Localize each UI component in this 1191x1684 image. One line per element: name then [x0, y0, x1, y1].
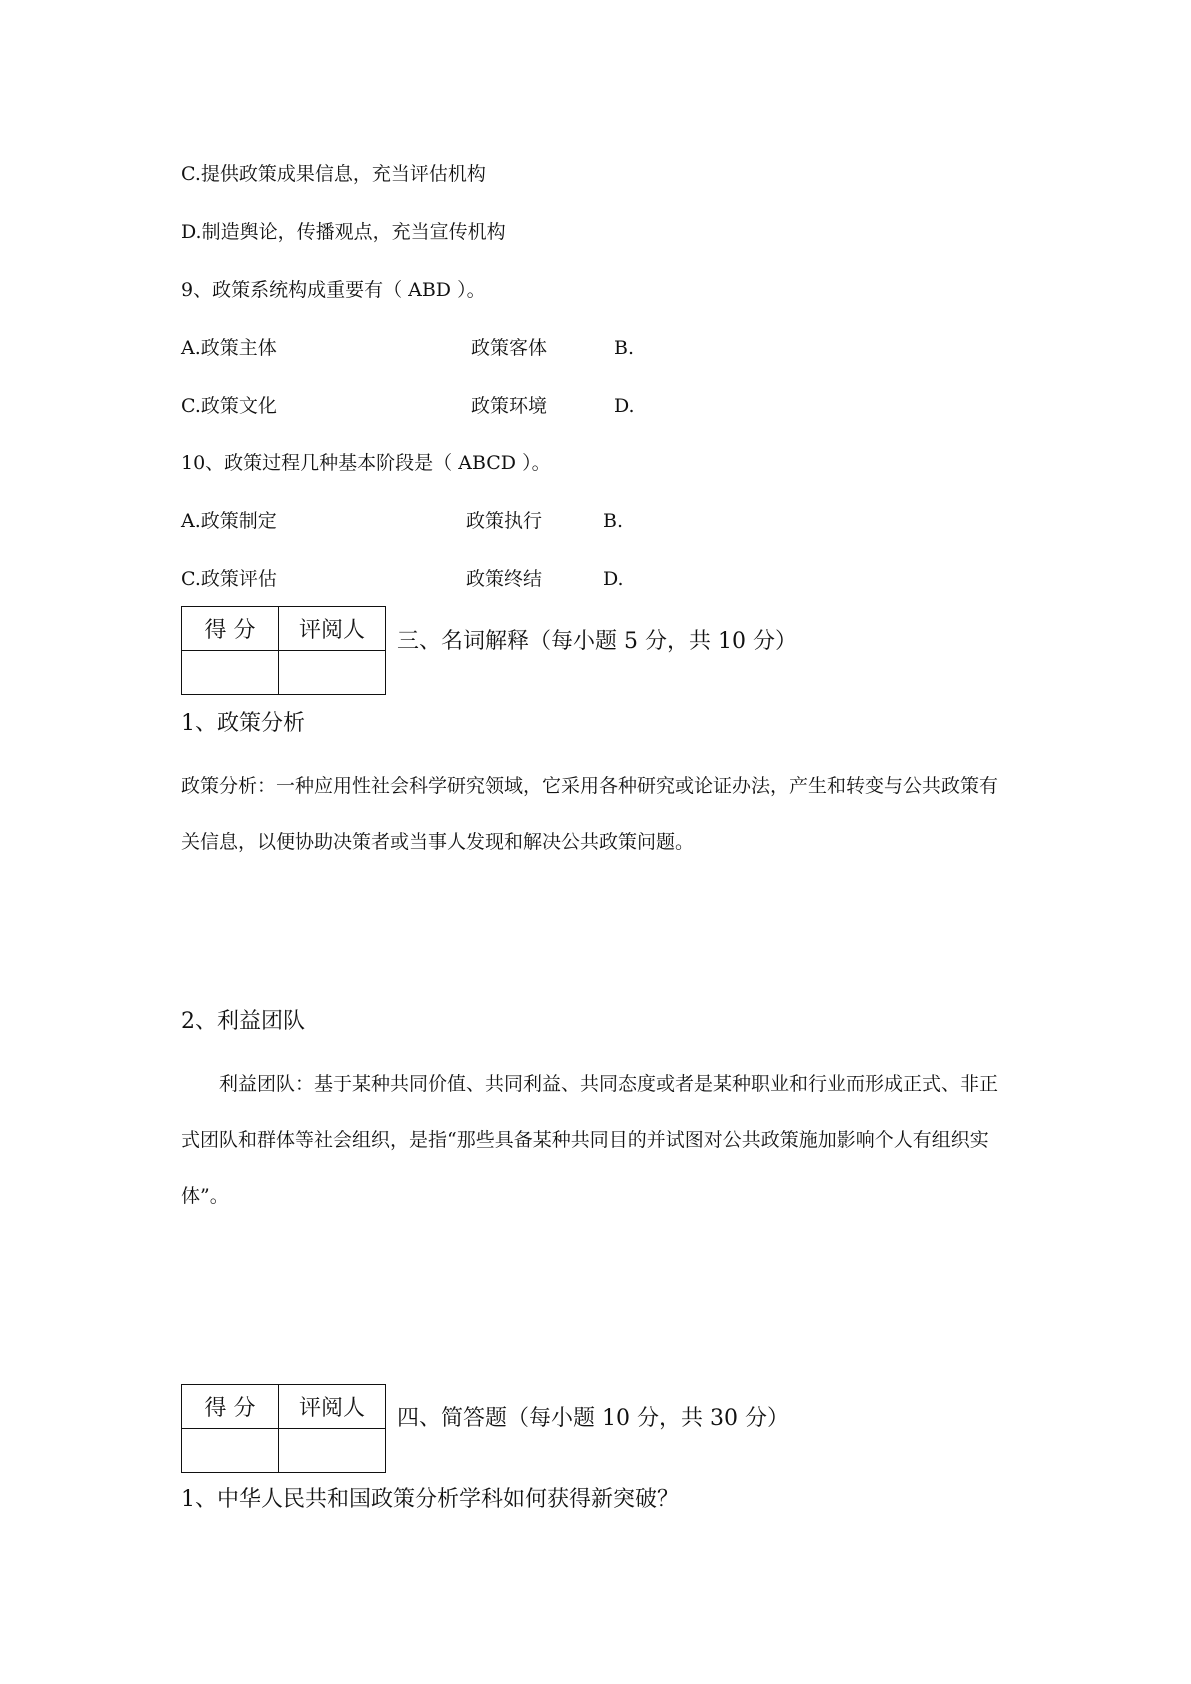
reviewer-label: 评阅人	[279, 607, 386, 651]
q10-row2-mid: 政策终结	[466, 568, 543, 590]
section4-title: 四、简答题（每小题 10 分，共 30 分）	[397, 1406, 789, 1431]
q9-row1-right: B.	[614, 337, 635, 359]
section3-item2-body: 利益团队：基于某种共同价值、共同利益、共同态度或者是某种职业和行业而形成正式、非正式团队和群体等社会组织，是指“那些具备某种共同目的并试图对公共政策施加影响个人有组织实体”。	[181, 1073, 999, 1207]
q9-row2-left: C.政策文化	[181, 395, 277, 417]
q9-stem: 9、政策系统构成重要有（ ABD ）。	[181, 279, 486, 301]
q10-row1-mid: 政策执行	[466, 510, 543, 532]
section3-title: 三、名词解释（每小题 5 分，共 10 分）	[397, 629, 797, 654]
reviewer-cell[interactable]	[279, 1429, 386, 1473]
score-cell[interactable]	[182, 1429, 279, 1473]
score-table-section4	[181, 1384, 386, 1473]
q10-stem: 10、政策过程几种基本阶段是（ ABCD ）。	[181, 452, 551, 474]
q9-row1-mid: 政策客体	[471, 337, 548, 359]
q9-row2-mid: 政策环境	[471, 395, 548, 417]
q8-option-c: C.提供政策成果信息，充当评估机构	[181, 163, 486, 185]
reviewer-label: 评阅人	[279, 1385, 386, 1429]
section4-item1-title: 1、中华人民共和国政策分析学科如何获得新突破？	[181, 1487, 679, 1512]
section3-item1-title: 1、政策分析	[181, 711, 305, 736]
section3-item2-title: 2、利益团队	[181, 1009, 305, 1034]
q10-row1-right: B.	[603, 510, 624, 532]
section3-item1-body: 政策分析：一种应用性社会科学研究领域，它采用各种研究或论证办法，产生和转变与公共政策有关信息，以便协助决策者或当事人发现和解决公共政策问题。	[181, 775, 999, 853]
score-table-section3	[181, 606, 386, 695]
q10-row2-right: D.	[603, 568, 624, 590]
reviewer-cell[interactable]	[279, 651, 386, 695]
q8-option-d: D.制造舆论，传播观点，充当宣传机构	[181, 221, 506, 243]
q10-row1-left: A.政策制定	[181, 510, 277, 532]
q9-row1-left: A.政策主体	[181, 337, 277, 359]
score-label: 得 分	[182, 607, 279, 651]
score-label: 得 分	[182, 1385, 279, 1429]
q9-row2-right: D.	[614, 395, 635, 417]
score-cell[interactable]	[182, 651, 279, 695]
q10-row2-left: C.政策评估	[181, 568, 277, 590]
